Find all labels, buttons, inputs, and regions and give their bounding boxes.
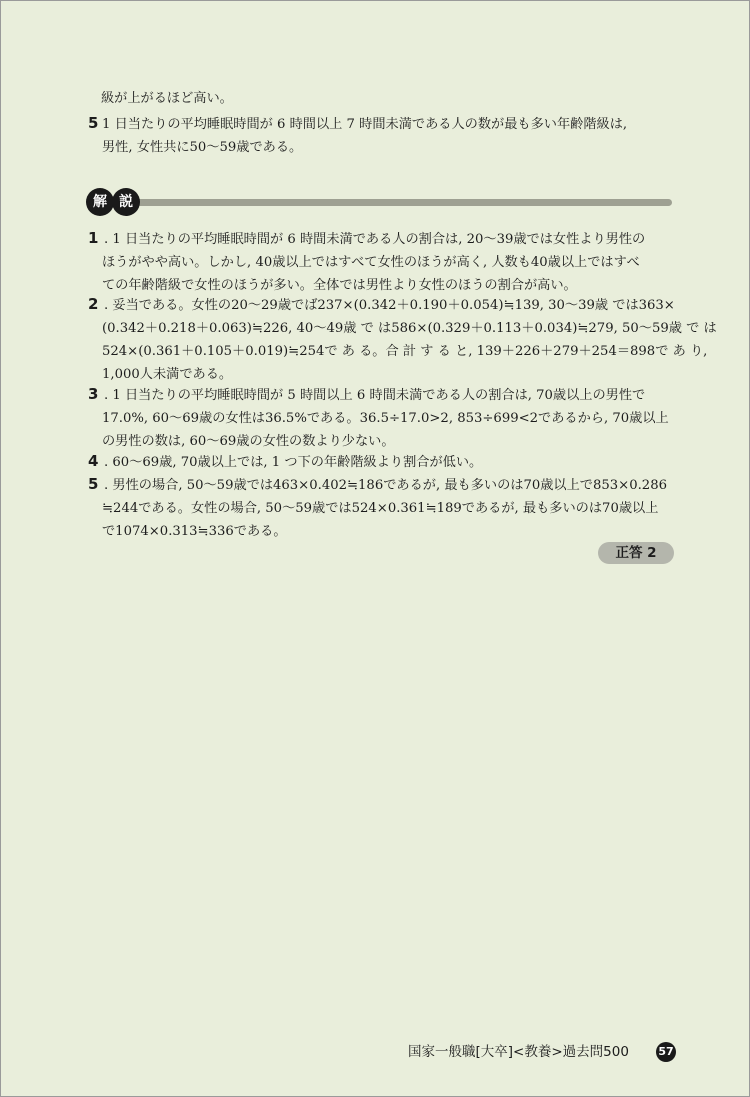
explanation-item (88, 450, 482, 474)
explanation-number: 2 (88, 295, 99, 313)
footer-book-title: 国家一般職[大卒]<教養>過去問500 (408, 1044, 629, 1060)
explanation-item (88, 473, 667, 543)
question-option-5 (88, 112, 627, 159)
kaisetsu-badge-char: 説 (112, 188, 140, 216)
explanation-first-line (88, 383, 669, 407)
option-5-first-line (88, 112, 627, 136)
option-text: 男性, 女性共に50～59歳である。 (102, 140, 303, 155)
option-text: 1 日当たりの平均睡眠時間が 6 時間以上 7 時間未満である人の数が最も多い年齢階級は, (102, 117, 628, 132)
question-continued-line: 級が上がるほど高い。 (101, 91, 233, 106)
explanation-item (88, 227, 645, 297)
explanation-first-line (88, 473, 667, 497)
explanation-text: ≒244である。女性の場合, 50～59歳では524×0.361≒189であるが, 最も多いのは70歳以上 (102, 501, 659, 516)
explanation-first-line (88, 450, 482, 474)
explanation-item (88, 383, 669, 453)
explanation-text: 1,000人未満である。 (102, 367, 233, 382)
page-number: 57 (656, 1042, 676, 1062)
explanation-text: 17.0%, 60～69歳の女性は36.5%である。36.5÷17.0>2, 853÷699<2であるから, 70歳以上 (102, 411, 669, 426)
explanation-number: 5 (88, 475, 99, 493)
explanation-text: (0.342＋0.218＋0.063)≒226, 40～49歳 で は586×(0.329＋0.113＋0.034)≒279, 50～59歳 で は (102, 321, 717, 336)
explanation-number: 4 (88, 452, 99, 470)
explanation-number: 3 (88, 385, 99, 403)
section-divider-bar (136, 199, 672, 206)
explanation-first-line (88, 227, 645, 251)
explanation-text: . 男性の場合, 50～59歳では463×0.402≒186であるが, 最も多いのは70歳以上で853×0.286 (104, 478, 667, 493)
explanation-first-line (88, 293, 717, 317)
explanation-text: 524×(0.361＋0.105＋0.019)≒254で あ る。合 計 す る と, 139＋226＋279＋254＝898で あ り, (102, 344, 708, 359)
kaisetsu-badge-char: 解 (86, 188, 114, 216)
kaisetsu-header (86, 188, 674, 216)
explanation-text: ほうがやや高い。しかし, 40歳以上ではすべて女性のほうが高く, 人数も40歳以上ではすべ (102, 255, 640, 270)
explanation-text: . 60～69歳, 70歳以上では, 1 つ下の年齢階級より割合が低い。 (104, 455, 483, 470)
option-number: 5 (88, 114, 99, 132)
correct-answer-badge: 正答 2 (598, 542, 674, 564)
explanation-text: で1074×0.313≒336である。 (102, 524, 287, 539)
explanation-number: 1 (88, 229, 99, 247)
explanation-item (88, 293, 717, 386)
explanation-text: の男性の数は, 60～69歳の女性の数より少ない。 (102, 434, 395, 449)
explanation-text: ての年齢階級で女性のほうが多い。全体では男性より女性のほうの割合が高い。 (102, 278, 577, 293)
explanation-text: . 妥当である。女性の20～29歳でば237×(0.342＋0.190＋0.054)≒139, 30～39歳 では363× (104, 298, 675, 313)
explanation-text: . 1 日当たりの平均睡眠時間が 6 時間未満である人の割合は, 20～39歳では女性より男性の (104, 232, 646, 247)
explanation-text: . 1 日当たりの平均睡眠時間が 5 時間以上 6 時間未満である人の割合は, 70歳以上の男性で (104, 388, 646, 403)
